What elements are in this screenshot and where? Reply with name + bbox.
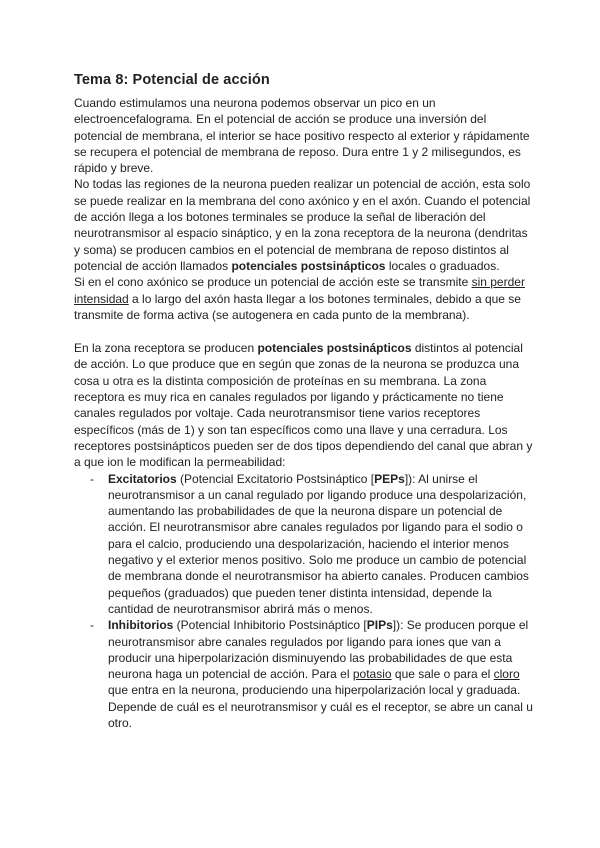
list-text: Al unirse el neurotransmisor a un canal regulado por ligando produce una despolarización, aumentando las probabilidades de que la neurona dispare un potencial de acción. El neurotransmisor abre canales regulados por ligando para el sodio o para el calcio, produciendo una despolarización, haciendo el interior menos negativo y el exterior menos positivo. Solo me produce un cambio de potencial de membrana donde el neurotransmisor ha abierto canales. Producen cambios pequeños (graduados) que pueden tener distinta intensidad, depende la cantidad de neurotransmisor abrirá más o menos. <box>108 471 529 616</box>
list-paren: ]): <box>392 618 407 633</box>
paragraph-transmission <box>74 274 536 323</box>
paragraph-text: En la zona receptora se producen <box>74 341 258 356</box>
list-paren: ]): <box>404 471 419 486</box>
document-title: Tema 8: Potencial de acción <box>74 72 270 88</box>
list-text: Se producen porque el neurotransmisor abre canales regulados por ligando para iones que van a producir una hiperpolarización disminuyendo las probabilidades de que esta neurona haga un potencial de acción. Para el <box>108 618 529 682</box>
list-term: Inhibitorios <box>108 618 174 633</box>
underlined-phrase: sin perder intensidad <box>74 275 525 306</box>
underlined-word: cloro <box>493 667 520 682</box>
bold-term: potenciales postsinápticos <box>257 341 412 356</box>
paragraph-gap <box>74 323 536 340</box>
paragraph-text: Si en el cono axónico se produce un potencial de acción este se transmite <box>74 275 472 290</box>
list-bullet: - <box>90 618 94 633</box>
paragraph-receptor-zone <box>74 340 536 470</box>
list-item-excitatory <box>74 471 536 618</box>
list-text: que sale o para el <box>391 667 494 682</box>
receptor-types-list <box>74 471 536 732</box>
paragraph-text: No todas las regiones de la neurona pueden realizar un potencial de acción, esta solo se puede realizar en la membrana del cono axónico y en el axón. Cuando el potencial de acción llega a los botones terminales se produce la señal de liberación del neurotransmisor al espacio sináptico, y en la zona receptora de la neurona (dendritas y soma) se producen cambios en el potencial de membrana de reposo distintos al potencial de acción llamados <box>74 177 531 273</box>
document-body <box>74 95 536 731</box>
paragraph-text: locales o graduados. <box>385 258 500 273</box>
list-paren: (Potencial Inhibitorio Postsináptico [ <box>173 618 367 633</box>
paragraph-text: a lo largo del axón hasta llegar a los botones terminales, debido a que se transmite de forma activa (se autogenera en cada punto de la membrana). <box>74 291 521 322</box>
list-bullet: - <box>90 471 94 486</box>
list-abbr: PEPs <box>374 471 405 486</box>
list-abbr: PIPs <box>366 618 393 633</box>
bold-term: potenciales postsinápticos <box>231 258 386 273</box>
list-text: que entra en la neurona, produciendo una hiperpolarización local y graduada. Depende de cuál es el neurotransmisor y cuál es el receptor, se abre un canal u otro. <box>108 683 533 730</box>
paragraph-text: distintos al potencial de acción. Lo que produce que en según que zonas de la neurona se produzca una cosa u otra es la distinta composición de proteínas en su membrana. La zona receptora es muy rica en canales regulados por ligando y prácticamente no tiene canales regulados por voltaje. Cada neurotransmisor tiene varios receptores específicos (más de 1) y son tan específicos como una llave y una cerradura. Los receptores postsinápticos pueden ser de dos tipos dependiendo del canal que abran y a que ion le modifican la permeabilidad: <box>74 341 533 470</box>
paragraph-regions <box>74 176 536 274</box>
list-item-inhibitory <box>74 617 536 731</box>
paragraph-intro: Cuando estimulamos una neurona podemos observar un pico en un electroencefalograma. En el potencial de acción se produce una inversión del potencial de membrana, el interior se hace positivo respecto al exterior y rápidamente se recupera el potencial de membrana de reposo. Dura entre 1 y 2 milisegundos, es rápido y breve. <box>74 96 530 176</box>
underlined-word: potasio <box>352 667 392 682</box>
list-term: Excitatorios <box>108 471 177 486</box>
list-paren: (Potencial Excitatorio Postsináptico [ <box>176 471 375 486</box>
